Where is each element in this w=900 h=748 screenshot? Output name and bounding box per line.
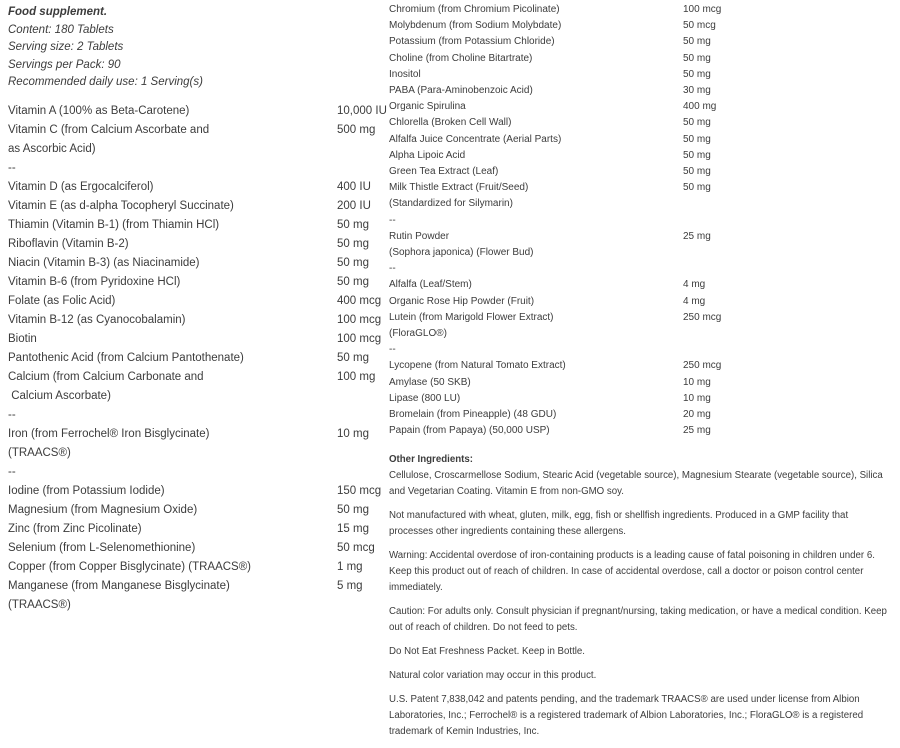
ingredient-name: Papain (from Papaya) (50,000 USP) <box>389 425 550 437</box>
ingredient-amount: 50 mg <box>683 182 711 194</box>
ingredient-amount: 1 mg <box>337 560 363 573</box>
paragraph-text: Not manufactured with wheat, gluten, milk, egg, fish or shellfish ingredients. Produced in a GMP facility that processes other ingredients containing these allergens. <box>389 510 849 538</box>
ingredient-name: Lipase (800 LU) <box>389 392 461 404</box>
servings-per-pack-line: Servings per Pack: 90 <box>8 58 121 71</box>
ingredient-amount: 50 mg <box>683 149 711 161</box>
ingredient-amount: 50 mg <box>337 237 369 250</box>
ingredient-amount: 50 mg <box>683 36 711 48</box>
ingredient-name: Green Tea Extract (Leaf) <box>389 166 499 178</box>
ingredient-amount: 250 mcg <box>683 311 722 323</box>
ingredient-row <box>389 83 892 99</box>
ingredient-amount: 30 mg <box>683 85 711 97</box>
ingredient-row <box>8 254 386 273</box>
ingredient-amount: 100 mcg <box>337 332 382 345</box>
ingredient-name: Iodine (from Potassium Iodide) <box>8 484 165 497</box>
ingredient-amount: 250 mcg <box>683 360 722 372</box>
ingredient-name: Lutein (from Marigold Flower Extract) (FloraGLO®) <box>389 311 554 340</box>
separator-row <box>389 342 892 358</box>
serving-size-line: Serving size: 2 Tablets <box>8 41 124 54</box>
info-paragraphs <box>389 452 892 740</box>
ingredient-row <box>8 330 386 349</box>
ingredient-name: Vitamin B-6 (from Pyridoxine HCl) <box>8 275 181 288</box>
ingredient-row <box>8 539 386 558</box>
separator-row <box>8 463 386 482</box>
ingredient-name: Vitamin B-12 (as Cyanocobalamin) <box>8 313 186 326</box>
ingredient-amount: 25 mg <box>683 425 711 437</box>
ingredient-name: Selenium (from L-Selenomethionine) <box>8 541 196 554</box>
ingredient-row <box>389 2 892 18</box>
ingredient-row <box>389 294 892 310</box>
ingredient-row <box>8 178 386 197</box>
info-paragraph <box>389 668 892 684</box>
ingredient-row <box>389 407 892 423</box>
ingredient-row <box>8 520 386 539</box>
ingredient-name: Magnesium (from Magnesium Oxide) <box>8 503 198 516</box>
ingredient-amount: 50 mg <box>683 117 711 129</box>
ingredient-row <box>389 358 892 374</box>
separator-dashes: -- <box>389 344 396 356</box>
ingredient-amount: 20 mg <box>683 409 711 421</box>
ingredient-row <box>389 51 892 67</box>
separator-row <box>389 261 892 277</box>
ingredient-amount: 10,000 IU <box>337 104 387 117</box>
ingredient-row <box>389 34 892 50</box>
ingredient-amount: 50 mcg <box>337 541 375 554</box>
ingredient-name: Organic Spirulina <box>389 101 466 113</box>
ingredient-row <box>389 229 892 261</box>
ingredient-row <box>8 216 386 235</box>
ingredient-amount: 50 mg <box>683 68 711 80</box>
ingredient-row <box>8 558 386 577</box>
ingredient-amount: 100 mcg <box>337 313 382 326</box>
ingredient-amount: 100 mcg <box>683 4 722 15</box>
recommended-use-line: Recommended daily use: 1 Serving(s) <box>8 76 203 89</box>
ingredient-name: Inositol <box>389 68 421 80</box>
info-paragraph <box>389 692 892 740</box>
ingredient-name: Folate (as Folic Acid) <box>8 294 116 307</box>
ingredient-row <box>389 18 892 34</box>
ingredient-name: Amylase (50 SKB) <box>389 376 471 388</box>
ingredient-amount: 50 mg <box>683 52 711 64</box>
ingredient-name: Alfalfa Juice Concentrate (Aerial Parts) <box>389 133 562 145</box>
ingredient-name: Alpha Lipoic Acid <box>389 149 466 161</box>
ingredient-row <box>8 577 386 615</box>
ingredient-amount: 500 mg <box>337 123 376 136</box>
ingredient-amount: 4 mg <box>683 295 706 307</box>
separator-dashes: -- <box>389 263 396 275</box>
info-paragraph <box>389 604 892 636</box>
ingredient-name: Iron (from Ferrochel® Iron Bisglycinate) (TRAACS®) <box>8 427 210 459</box>
ingredient-amount: 400 mg <box>683 101 717 113</box>
ingredient-amount: 50 mg <box>337 351 369 364</box>
ingredient-row <box>8 102 386 121</box>
ingredient-name: Milk Thistle Extract (Fruit/Seed) (Standardized for Silymarin) <box>389 182 529 210</box>
separator-row <box>389 213 892 229</box>
ingredient-row <box>8 273 386 292</box>
ingredient-row <box>389 375 892 391</box>
ingredient-name: Chlorella (Broken Cell Wall) <box>389 117 512 129</box>
ingredient-name: Potassium (from Potassium Chloride) <box>389 36 555 48</box>
ingredient-row <box>389 99 892 115</box>
paragraph-text: Natural color variation may occur in this product. <box>389 670 597 682</box>
ingredient-name: Alfalfa (Leaf/Stem) <box>389 279 472 291</box>
ingredient-row <box>8 292 386 311</box>
ingredient-name: Vitamin D (as Ergocalciferol) <box>8 180 154 193</box>
ingredient-row <box>389 148 892 164</box>
ingredient-amount: 400 IU <box>337 180 371 193</box>
other-ingredients-heading: Other Ingredients: <box>389 454 473 466</box>
separator-dashes: -- <box>389 214 396 226</box>
left-column <box>8 4 386 615</box>
ingredient-name: Lycopene (from Natural Tomato Extract) <box>389 360 566 372</box>
ingredient-row <box>8 311 386 330</box>
ingredient-name: Riboflavin (Vitamin B-2) <box>8 237 129 250</box>
separator-dashes: -- <box>8 161 16 174</box>
ingredient-name: Chromium (from Chromium Picolinate) <box>389 4 560 15</box>
ingredient-amount: 50 mg <box>337 218 369 231</box>
separator-dashes: -- <box>8 465 16 478</box>
product-intro <box>8 4 386 92</box>
ingredient-amount: 10 mg <box>683 392 711 404</box>
ingredient-amount: 50 mg <box>683 133 711 145</box>
ingredient-row <box>389 164 892 180</box>
paragraph-text: U.S. Patent 7,838,042 and patents pending, and the trademark TRAACS® are used under license from Albion Laboratories, Inc.; Ferrochel® is a registered trademark of Albion Laboratories, Inc.; FloraGLO® is a registered trademark of Kemin Industries, Inc. <box>389 694 864 738</box>
ingredient-name: Niacin (Vitamin B-3) (as Niacinamide) <box>8 256 200 269</box>
ingredient-name: Bromelain (from Pineapple) (48 GDU) <box>389 409 557 421</box>
ingredient-row <box>8 482 386 501</box>
ingredient-amount: 10 mg <box>337 427 369 440</box>
ingredient-name: Pantothenic Acid (from Calcium Pantothenate) <box>8 351 244 364</box>
ingredient-name: Vitamin A (100% as Beta-Carotene) <box>8 104 190 117</box>
ingredient-amount: 200 IU <box>337 199 371 212</box>
separator-dashes: -- <box>8 408 16 421</box>
ingredient-amount: 400 mcg <box>337 294 382 307</box>
ingredient-name: PABA (Para-Aminobenzoic Acid) <box>389 85 533 97</box>
ingredient-row <box>8 349 386 368</box>
ingredient-amount: 10 mg <box>683 376 711 388</box>
ingredient-row <box>8 235 386 254</box>
ingredient-row <box>8 368 386 406</box>
ingredient-row <box>389 132 892 148</box>
info-paragraph <box>389 644 892 660</box>
separator-row <box>8 159 386 178</box>
ingredient-row <box>389 115 892 131</box>
paragraph-text: Caution: For adults only. Consult physician if pregnant/nursing, taking medication, or have a medical condition. Keep out of reach of children. Do not feed to pets. <box>389 606 887 634</box>
right-ingredient-list <box>389 2 892 439</box>
ingredient-amount: 50 mg <box>337 256 369 269</box>
ingredient-amount: 50 mcg <box>683 20 716 32</box>
ingredient-amount: 50 mg <box>337 275 369 288</box>
ingredient-row <box>8 121 386 159</box>
ingredient-row <box>8 501 386 520</box>
content-line: Content: 180 Tablets <box>8 23 114 36</box>
ingredient-name: Molybdenum (from Sodium Molybdate) <box>389 20 562 32</box>
ingredient-name: Biotin <box>8 332 37 345</box>
paragraph-text: Warning: Accidental overdose of iron-containing products is a leading cause of fatal poisoning in children under 6. Keep this product out of reach of children. In case of accidental overdose, call a doctor or poison control center immediately. <box>389 550 875 594</box>
ingredient-row <box>389 67 892 83</box>
ingredient-row <box>389 180 892 212</box>
product-type-line: Food supplement. <box>8 6 108 18</box>
ingredient-name: Choline (from Choline Bitartrate) <box>389 52 533 64</box>
ingredient-amount: 150 mcg <box>337 484 382 497</box>
ingredient-name: Organic Rose Hip Powder (Fruit) <box>389 295 535 307</box>
ingredient-name: Calcium (from Calcium Carbonate and Calcium Ascorbate) <box>8 370 204 402</box>
ingredient-amount: 50 mg <box>337 503 369 516</box>
right-column <box>389 2 892 748</box>
paragraph-text: Do Not Eat Freshness Packet. Keep in Bottle. <box>389 646 586 658</box>
ingredient-row <box>389 277 892 293</box>
ingredient-name: Copper (from Copper Bisglycinate) (TRAACS®) <box>8 560 252 573</box>
ingredient-row <box>389 391 892 407</box>
info-paragraph <box>389 548 892 596</box>
ingredient-amount: 5 mg <box>337 579 363 592</box>
ingredient-row <box>389 310 892 342</box>
ingredient-amount: 25 mg <box>683 230 711 242</box>
ingredient-name: Vitamin C (from Calcium Ascorbate and as Ascorbic Acid) <box>8 123 210 155</box>
ingredient-row <box>389 423 892 439</box>
ingredient-row <box>8 197 386 216</box>
info-paragraph <box>389 452 892 500</box>
ingredient-name: Vitamin E (as d-alpha Tocopheryl Succinate) <box>8 199 234 212</box>
ingredient-amount: 100 mg <box>337 370 376 383</box>
info-paragraph <box>389 508 892 540</box>
ingredient-name: Thiamin (Vitamin B-1) (from Thiamin HCl) <box>8 218 220 231</box>
ingredient-amount: 15 mg <box>337 522 369 535</box>
ingredient-name: Rutin Powder (Sophora japonica) (Flower Bud) <box>389 230 534 259</box>
ingredient-amount: 50 mg <box>683 166 711 178</box>
ingredient-name: Manganese (from Manganese Bisglycinate) (TRAACS®) <box>8 579 230 611</box>
ingredient-row <box>8 425 386 463</box>
separator-row <box>8 406 386 425</box>
ingredient-amount: 4 mg <box>683 279 706 291</box>
left-ingredient-list <box>8 102 386 615</box>
paragraph-text: Cellulose, Croscarmellose Sodium, Stearic Acid (vegetable source), Magnesium Stearate (vegetable source), Silica and Vegetarian Coating. Vitamin E from non-GMO soy. <box>389 470 883 498</box>
ingredient-name: Zinc (from Zinc Picolinate) <box>8 522 142 535</box>
